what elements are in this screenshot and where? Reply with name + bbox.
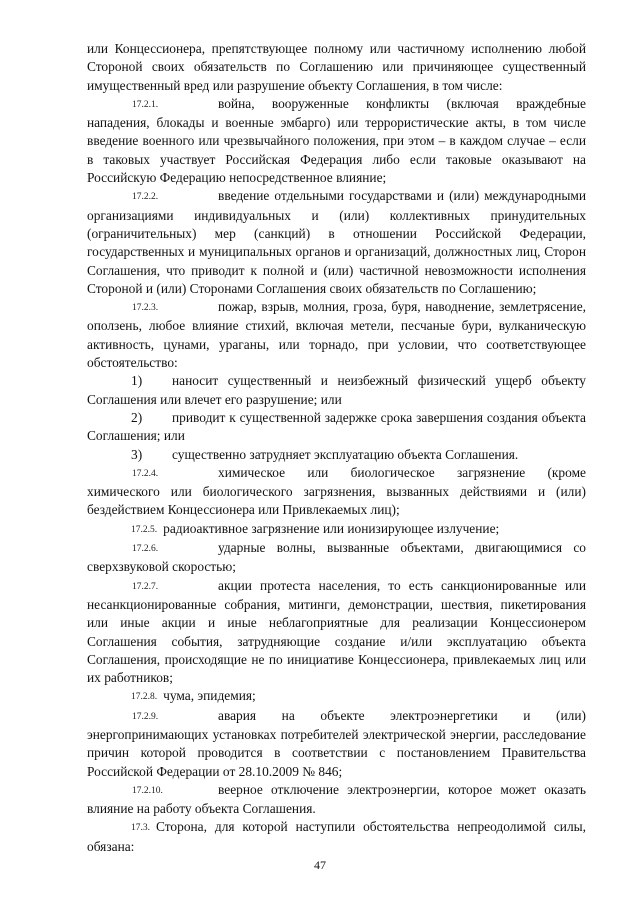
list-item-1 xyxy=(87,372,586,409)
item-number: 3) xyxy=(131,446,143,462)
clause-17-2-5 xyxy=(87,520,586,539)
clause-text: веерное отключение электроэнергии, которое может оказать влияние на работу объекта Соглашения. xyxy=(87,781,586,817)
item-text: существенно затрудняет эксплуатацию объекта Соглашения. xyxy=(172,446,519,462)
clause-number: 17.2.1. xyxy=(132,99,159,110)
clause-17-2-3 xyxy=(87,298,586,372)
clause-text: Сторона, для которой наступили обстоятельства непреодолимой силы, обязана: xyxy=(87,819,586,854)
clause-text: пожар, взрыв, молния, гроза, буря, наводнение, землетрясение, оползень, любое влияние стихий, включая метели, песчаные бури, вулканическую активность, цунами, ураганы, или торнадо, при условии, что соответствующее обстоятельство: xyxy=(87,299,586,371)
clause-text: ударные волны, вызванные объектами, двигающимися со сверхзвуковой скоростью; xyxy=(87,540,586,575)
clause-17-2-4 xyxy=(87,464,586,520)
clause-number: 17.2.9. xyxy=(132,711,159,722)
clause-number: 17.2.3. xyxy=(132,303,159,314)
clause-number: 17.2.5. xyxy=(131,524,158,535)
item-text: приводит к существенной задержке срока завершения создания объекта Соглашения; или xyxy=(87,409,586,444)
clause-17-2-6 xyxy=(87,539,586,577)
clause-text: введение отдельными государствами и (или) международными организациями индивидуальных и (или) коллективных принудительных (ограничительных) мер (санкций) в отношении Российской Федерации, государственных и муниципальных органов и организаций, должностных лиц, Сторон Соглашения, что приводит к полной и (или) частичной невозможности исполнения Стороной и (или) Сторонами Соглашения своих обязательств по Соглашению; xyxy=(87,188,586,296)
page-number: 47 xyxy=(314,858,326,872)
clause-17-2-9 xyxy=(87,707,586,781)
clause-17-2-7 xyxy=(87,577,586,688)
clause-text: акции протеста населения, то есть санкционированные или несанкционированные собрания, митинги, демонстрации, шествия, пикетирования или иные акции и иные неблагоприятные для реализации Концессионером Соглашения события, затрудняющие создание и/или эксплуатацию объекта Соглашения, происходящие не по инициативе Концессионера, привлекаемых лиц или их работников; xyxy=(87,577,586,686)
clause-number: 17.3. xyxy=(131,823,150,834)
clause-number: 17.2.4. xyxy=(132,468,159,479)
clause-17-2-10 xyxy=(87,781,586,819)
clause-text: война, вооруженные конфликты (включая враждебные нападения, блокады и военные эмбарго) или террористические акты, в том числе введение военного или чрезвычайного положения, при этом – в каждом случае – если в таковых участвует Российская Федерация либо если таковые оказывают на Российскую Федерацию непосредственное влияние; xyxy=(87,95,586,186)
clause-text: чума, эпидемия; xyxy=(163,688,256,704)
clause-17-2-2 xyxy=(87,187,586,298)
clause-number: 17.2.2. xyxy=(132,192,159,203)
list-item-2 xyxy=(87,409,586,446)
clause-17-2-1 xyxy=(87,95,586,187)
item-number: 1) xyxy=(131,373,143,389)
clause-number: 17.2.7. xyxy=(132,581,159,592)
clause-number: 17.2.8. xyxy=(131,692,158,703)
item-text: наносит существенный и неизбежный физический ущерб объекту Соглашения или влечет его разрушение; или xyxy=(87,373,586,407)
clause-text: радиоактивное загрязнение или ионизирующее излучение; xyxy=(163,520,500,536)
document-page xyxy=(87,40,586,856)
clause-17-3 xyxy=(87,818,586,856)
clause-17-2-8 xyxy=(87,687,586,706)
clause-number: 17.2.10. xyxy=(132,785,163,796)
clause-text: авария на объекте электроэнергетики и (или) энергопринимающих установках потребителей электрической энергии, расследование причин которой проводится в соответствии с постановлением Правительства Российской Федерации от 28.10.2009 № 846; xyxy=(87,707,586,779)
item-number: 2) xyxy=(131,409,143,425)
list-item-3 xyxy=(87,446,586,464)
intro-paragraph: или Концессионера, препятствующее полному или частичному исполнению любой Стороной своих обязательств по Соглашению или причиняющее существенный имущественный вред или разрушение объекту Соглашения, в том числе: xyxy=(87,41,586,93)
clause-number: 17.2.6. xyxy=(132,544,159,555)
clause-text: химическое или биологическое загрязнение (кроме химического или биологического загрязнения, вызванных действиями и (или) бездействием Концессионера или Привлекаемых лиц); xyxy=(87,464,586,518)
